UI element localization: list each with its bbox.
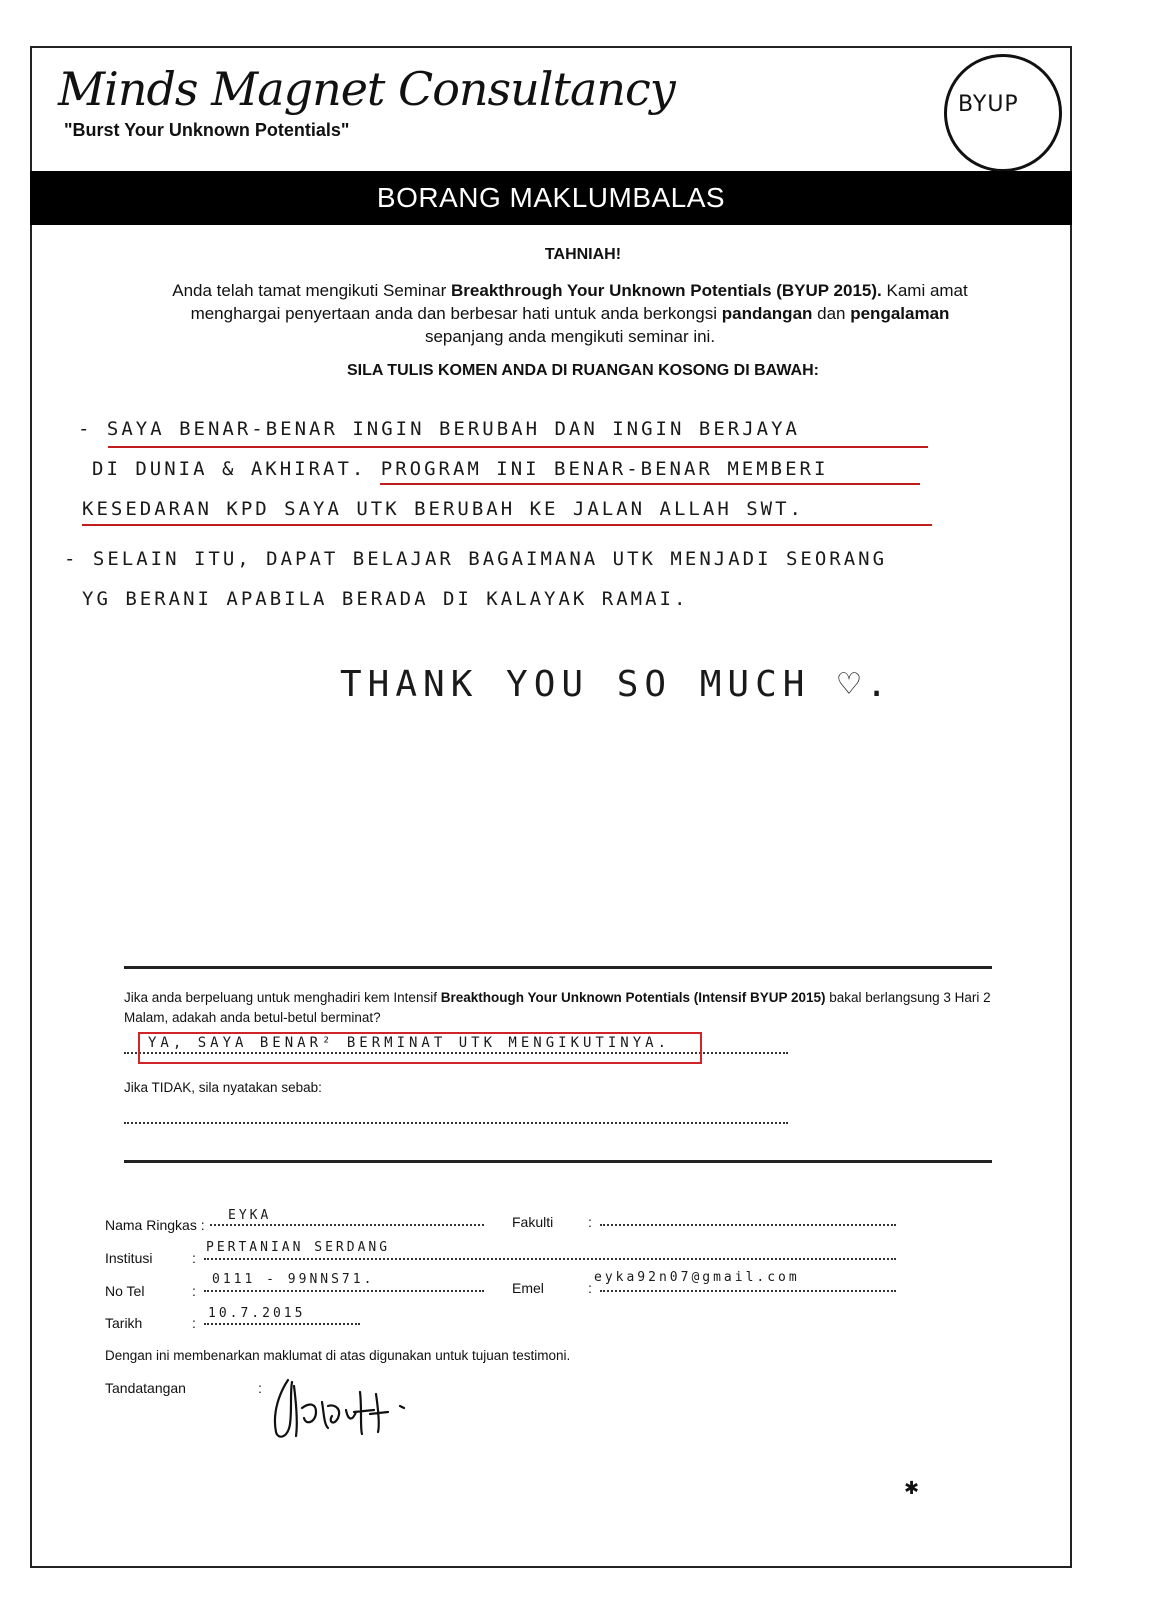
fakulti-colon: : (588, 1214, 592, 1230)
thank-you-note: THANK YOU SO MUCH ♡. (340, 664, 894, 705)
emel-label: Emel (512, 1280, 544, 1296)
institusi-label: Institusi (105, 1250, 153, 1266)
tarikh-label: Tarikh (105, 1315, 143, 1331)
question-text-1: Jika anda berpeluang untuk menghadiri kem Intensif (124, 990, 441, 1005)
intro-paragraph (150, 279, 990, 348)
comment-underline (108, 446, 928, 448)
company-tagline: "Burst Your Unknown Potentials" (64, 120, 350, 140)
testimoni-consent: Dengan ini membenarkan maklumat di atas digunakan untuk tujuan testimoni. (105, 1348, 571, 1363)
notel-colon: : (192, 1283, 196, 1299)
institusi-value: PERTANIAN SERDANG (206, 1240, 391, 1255)
intro-seminar-name: Breakthrough Your Unknown Potentials (BYUP 2015). (451, 281, 882, 300)
signature-colon: : (258, 1380, 262, 1396)
seal-label: BYUP (958, 92, 1019, 117)
signature-label: Tandatangan (105, 1380, 186, 1396)
intro-text-3: dan (812, 304, 851, 323)
nama-value: EYKA (228, 1208, 272, 1223)
section-divider (124, 966, 992, 969)
fakulti-label: Fakulti (512, 1214, 554, 1230)
ink-smudge-icon: ✱ (904, 1478, 920, 1498)
intro-pengalaman: pengalaman (850, 304, 950, 323)
nama-label: Nama Ringkas : (105, 1217, 205, 1233)
question-text (124, 988, 994, 1028)
question-text-2: bakal berlangsung 3 Hari 2 Malam, adakah anda betul-betul berminat? (124, 990, 991, 1025)
comment-line: - SELAIN ITU, DAPAT BELAJAR BAGAIMANA UTK MENJADI SEORANG (64, 548, 888, 570)
intro-pandangan: pandangan (721, 304, 813, 323)
tarikh-colon: : (192, 1315, 196, 1331)
fakulti-dotted-line (600, 1224, 896, 1226)
emel-colon: : (588, 1280, 592, 1296)
institusi-colon: : (192, 1250, 196, 1266)
question-kem-name: Breakthough Your Unknown Potentials (Intensif BYUP 2015) (440, 990, 826, 1005)
nama-dotted-line (210, 1224, 484, 1226)
tidak-label: Jika TIDAK, sila nyatakan sebab: (124, 1080, 322, 1095)
form-title: BORANG MAKLUMBALAS (376, 182, 726, 213)
form-border (30, 46, 1072, 1568)
section-divider (124, 1160, 992, 1163)
congratulations-heading: TAHNIAH! (544, 246, 622, 263)
tarikh-value: 10.7.2015 (208, 1306, 306, 1321)
intro-text-4: sepanjang anda mengikuti seminar ini. (424, 327, 716, 346)
form-title-bar (30, 171, 1072, 225)
institusi-dotted-line (204, 1258, 896, 1260)
notel-label: No Tel (105, 1283, 145, 1299)
comment-instruction: SILA TULIS KOMEN ANDA DI RUANGAN KOSONG DI BAWAH: (347, 362, 819, 379)
comment-underline (82, 524, 932, 526)
signature-stroke-icon (262, 1372, 452, 1444)
comment-line: KESEDARAN KPD SAYA UTK BERUBAH KE JALAN ALLAH SWT. (82, 498, 804, 520)
intro-text-1: Anda telah tamat mengikuti Seminar (172, 281, 452, 300)
notel-value: 0111 - 99NNS71. (212, 1272, 375, 1287)
emel-dotted-line (600, 1290, 896, 1292)
emel-value: eyka92n07@gmail.com (594, 1270, 800, 1285)
tarikh-dotted-line (204, 1323, 360, 1325)
answer-value: YA, SAYA BENAR² BERMINAT UTK MENGIKUTINYA. (148, 1035, 671, 1051)
reason-dotted-line (124, 1122, 788, 1124)
intro-text-2: Kami amat menghargai penyertaan anda dan berbesar hati untuk anda berkongsi (190, 281, 968, 323)
notel-dotted-line (204, 1290, 484, 1292)
comment-line: DI DUNIA & AKHIRAT. PROGRAM INI BENAR-BENAR MEMBERI (92, 458, 829, 480)
company-logo-text: Minds Magnet Consultancy (58, 62, 675, 116)
comment-line: YG BERANI APABILA BERADA DI KALAYAK RAMAI. (82, 588, 689, 610)
comment-underline (380, 483, 920, 485)
comment-line: - SAYA BENAR-BENAR INGIN BERUBAH DAN INGIN BERJAYA (78, 418, 800, 440)
